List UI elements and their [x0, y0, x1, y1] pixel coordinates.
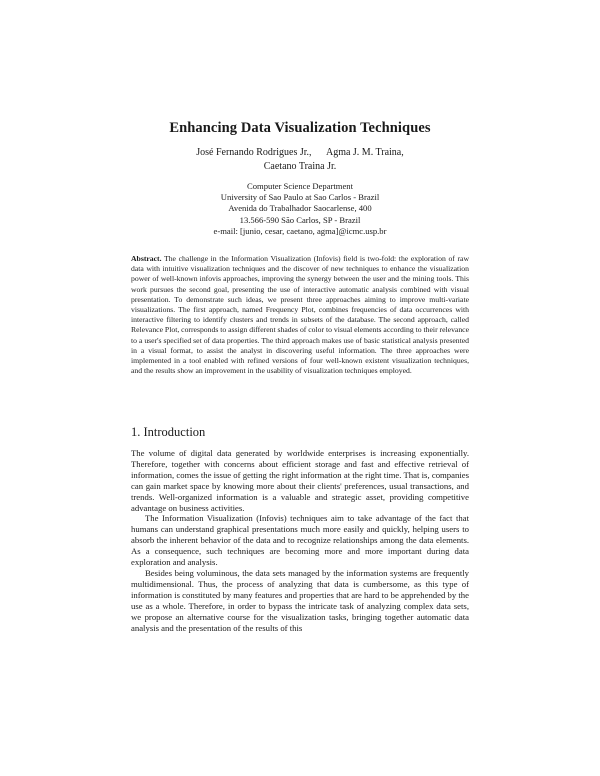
abstract-label: Abstract.	[131, 254, 162, 263]
section-heading-introduction: 1. Introduction	[131, 425, 206, 439]
abstract	[131, 254, 469, 376]
paragraph-1: The volume of digital data generated by worldwide enterprises is increasing exponentially. Therefore, together with concerns about efficient storage and fast and effective retrieval of information, comes the issue of getting the right information at the right time. That is, companies can gain market space by knowing more about their clients' preferences, usual transactions, and trends. Well-organized information is a valuable and strategic asset, providing competitive advantage on business activities.	[131, 448, 469, 513]
affiliation-city: 13.566-590 São Carlos, SP - Brazil	[239, 214, 361, 225]
affiliation-street: Avenida do Trabalhador Saocarlense, 400	[228, 203, 372, 214]
affiliation-university: University of Sao Paulo at Sao Carlos - Brazil	[220, 192, 380, 203]
affiliation-block	[0, 181, 600, 237]
paragraph-2: The Information Visualization (Infovis) techniques aim to take advantage of the fact that humans can understand graphical presentations much more easily and quickly, helping users to absorb the inherent behavior of the data and to recognize relationships among the data elements. As a consequence, such techniques are becoming more and more important during data exploration and analysis.	[131, 513, 469, 568]
affiliation-email: e-mail: [junio, cesar, caetano, agma]@icmc.usp.br	[213, 225, 387, 236]
author-line-2: Caetano Traina Jr.	[263, 161, 337, 172]
paragraph-3: Besides being voluminous, the data sets managed by the information systems are frequently multidimensional. Thus, the process of analyzing that data is cumbersome, as this type of information is constituted by many features and properties that are hard to be apprehended by the use as a whole. Therefore, in order to bypass the intricate task of analyzing complex data sets, we propose an alternative course for the visualization tasks, bringing together automatic data analysis and the presentation of the results of this	[131, 567, 469, 633]
author-line-1: José Fernando Rodrigues Jr., Agma J. M. Traina,	[196, 147, 404, 158]
affiliation-department: Computer Science Department	[247, 181, 353, 191]
paper-title: Enhancing Data Visualization Techniques	[169, 120, 431, 136]
introduction-body	[131, 448, 469, 633]
author-list	[0, 146, 600, 174]
abstract-text: The challenge in the Information Visualization (Infovis) field is two-fold: the exploration of raw data with intuitive visualization techniques and the discover of new techniques to enhance the visualization power of well-known infovis approaches, improving the synergy between the user and the mining tools. This work pursues the second goal, presenting the use of interactive automatic analysis combined with visual presentation. To demonstrate such ideas, we present three approaches aiming to improve multi-variate visualizations. The first approach, named Frequency Plot, combines frequencies of data occurrences with interactive filtering to identify clusters and trends in subsets of the database. The second approach, called Relevance Plot, corresponds to assign different shades of color to visual elements according to their relevance to a user's specified set of data properties. The third approach makes use of basic statistical analysis presented in a visual format, to assist the analyst in discovering useful information. The three approaches were implemented in a tool enabled with refined versions of four well-known existent visualization techniques, and the results show an improvement in the usability of visualization techniques employed.	[131, 254, 469, 376]
